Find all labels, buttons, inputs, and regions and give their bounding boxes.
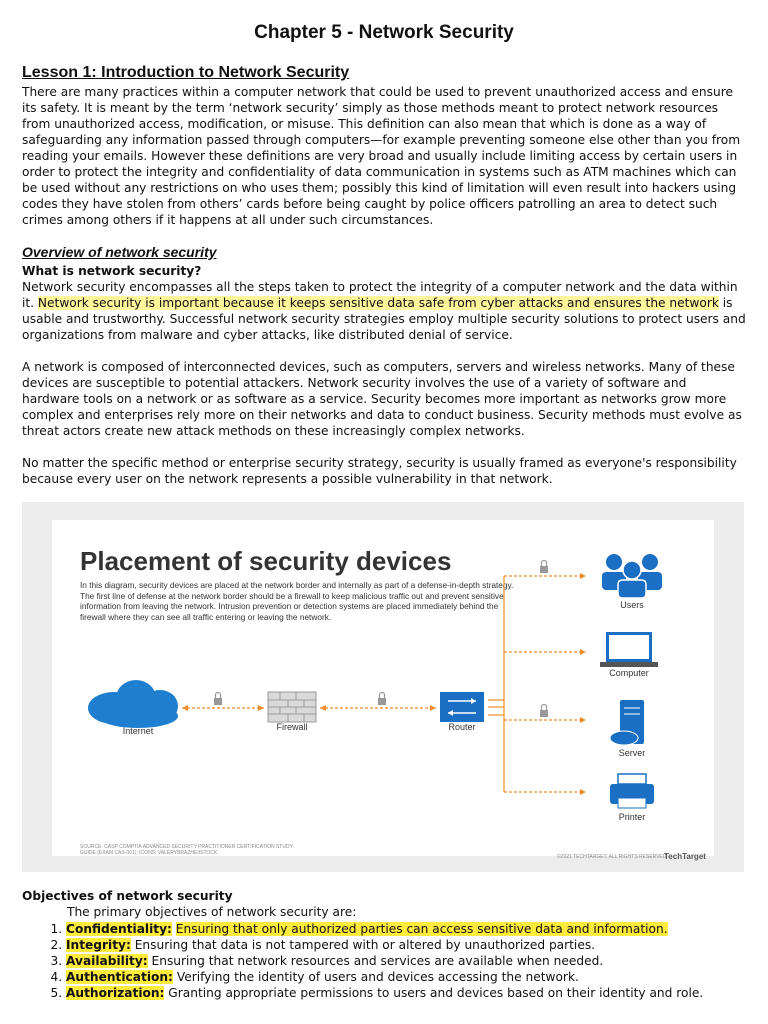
computer-icon (600, 632, 658, 667)
firewall-label: Firewall (276, 722, 308, 732)
branch-lines (488, 561, 586, 796)
network-diagram (52, 520, 714, 856)
server-label: Server (618, 748, 646, 758)
figure-caption: In this diagram, security devices are placed at the network border and internally as part of a defense-in-depth strategy. The first line of defense at the network border should be a firewall to keep malicious traffic out and prevent sensitive information from leaving the network. Intrusion prevention or detection systems are placed immediately behind the firewall where they can see all traffic entering or leaving the network. (80, 580, 514, 622)
objective-term: Authentication: (66, 970, 173, 984)
objective-desc: Ensuring that only authorized parties can access sensitive data and information. (175, 922, 668, 936)
intro-paragraph: There are many practices within a computer network that could be used to prevent unauthorized access and ensure its safety. It is meant by the term ‘network security’ simply as those methods meant to protect network resources from unauthorized access, modification, or misuse. This definition can also mean that which is done as a way of safeguarding any information passed through computers—for example preventing someone else other than you from reading your emails. However these definitions are very broad and usually include limiting access by certain users in order to protect the integrity and confidentiality of data communication in systems such as ATM machines which can be used without any restrictions on who uses them; possibly this kind of limitation will even result into hackers using codes they have stolen from others’ cards before being caught by police officers patrolling an area to detect such crimes among others if it happens at all under such circumstances. (22, 85, 741, 227)
users-label: Users (620, 600, 644, 610)
what-is-text-part2: is usable and trustworthy. Successful network security strategies employ multiple security solutions to protect users and organizations from malware and cyber attacks, like distributed denial of service. (22, 296, 746, 342)
router-icon (440, 692, 484, 722)
arrow-firewall-router (320, 693, 436, 712)
objectives-intro: The primary objectives of network security are: (67, 905, 357, 919)
objective-desc: Ensuring that network resources and services are available when needed. (151, 954, 604, 968)
computer-label: Computer (609, 668, 649, 678)
overview-heading: Overview of network security (22, 244, 217, 260)
internet-label: Internet (122, 726, 154, 736)
figure-source: SOURCE: CASP COMPTIA ADVANCED SECURITY PRACTITIONER CERTIFICATION STUDY GUIDE (EXAM CAS-001); ICONS: VALERYBRAZHE/ISTOCK (80, 844, 293, 856)
responsibility-paragraph: No matter the specific method or enterprise security strategy, security is usually framed as everyone's responsibility because every user on the network represents a possible vulnerability in that network. (22, 456, 737, 486)
objective-desc: Ensuring that data is not tampered with or altered by unauthorized parties. (134, 938, 596, 952)
network-paragraph: A network is composed of interconnected devices, such as computers, servers and wireless networks. Many of these devices are susceptible to potential attackers. Network security involves the use of a variety of software and hardware tools on a network or as software as a service. Security becomes more important as networks grow more complex and enterprises rely more on their networks and data to conduct business. Security methods must evolve as threat actors create new attack methods on these increasingly complex networks. (22, 360, 742, 438)
objectives-title: Objectives of network security (22, 889, 233, 903)
server-icon (610, 700, 644, 745)
what-is-text-part1: Network security encompasses all the steps taken to protect the integrity of a computer network and the data within it. (22, 280, 738, 310)
figure-panel (52, 520, 714, 861)
objective-item (66, 937, 746, 953)
objective-item (66, 969, 746, 985)
figure-title: Placement of security devices (80, 546, 452, 576)
what-is-heading: What is network security? (22, 264, 202, 278)
firewall-icon (268, 692, 316, 722)
objective-term: Confidentiality: (66, 922, 172, 936)
objective-item (66, 953, 746, 969)
cloud-icon (88, 680, 178, 728)
printer-label: Printer (618, 812, 646, 822)
objective-term: Integrity: (66, 938, 131, 952)
chapter-title: Chapter 5 - Network Security (254, 22, 514, 43)
objective-item (66, 985, 746, 1001)
printer-icon (610, 774, 654, 808)
objectives-list (22, 921, 746, 1001)
users-icon (602, 554, 662, 598)
what-is-highlight: Network security is important because it keeps sensitive data safe from cyber attacks and ensures the network (37, 296, 719, 310)
objective-desc: Verifying the identity of users and devices accessing the network. (176, 970, 579, 984)
objective-desc: Granting appropriate permissions to users and devices based on their identity and role. (168, 986, 704, 1000)
techtarget-logo: TechTarget (664, 852, 706, 861)
what-is-paragraph (22, 279, 746, 343)
arrow-internet-firewall (182, 705, 264, 711)
objective-item (66, 921, 746, 937)
objective-term: Availability: (66, 954, 148, 968)
figure-copyright: ©2021 TECHTARGET. ALL RIGHTS RESERVED (557, 854, 667, 860)
lesson-title: Lesson 1: Introduction to Network Security (22, 64, 350, 81)
router-label: Router (448, 722, 476, 732)
lock-icon (214, 693, 222, 706)
objective-term: Authorization: (66, 986, 165, 1000)
what-is-section (22, 263, 746, 343)
security-devices-figure (22, 502, 744, 872)
